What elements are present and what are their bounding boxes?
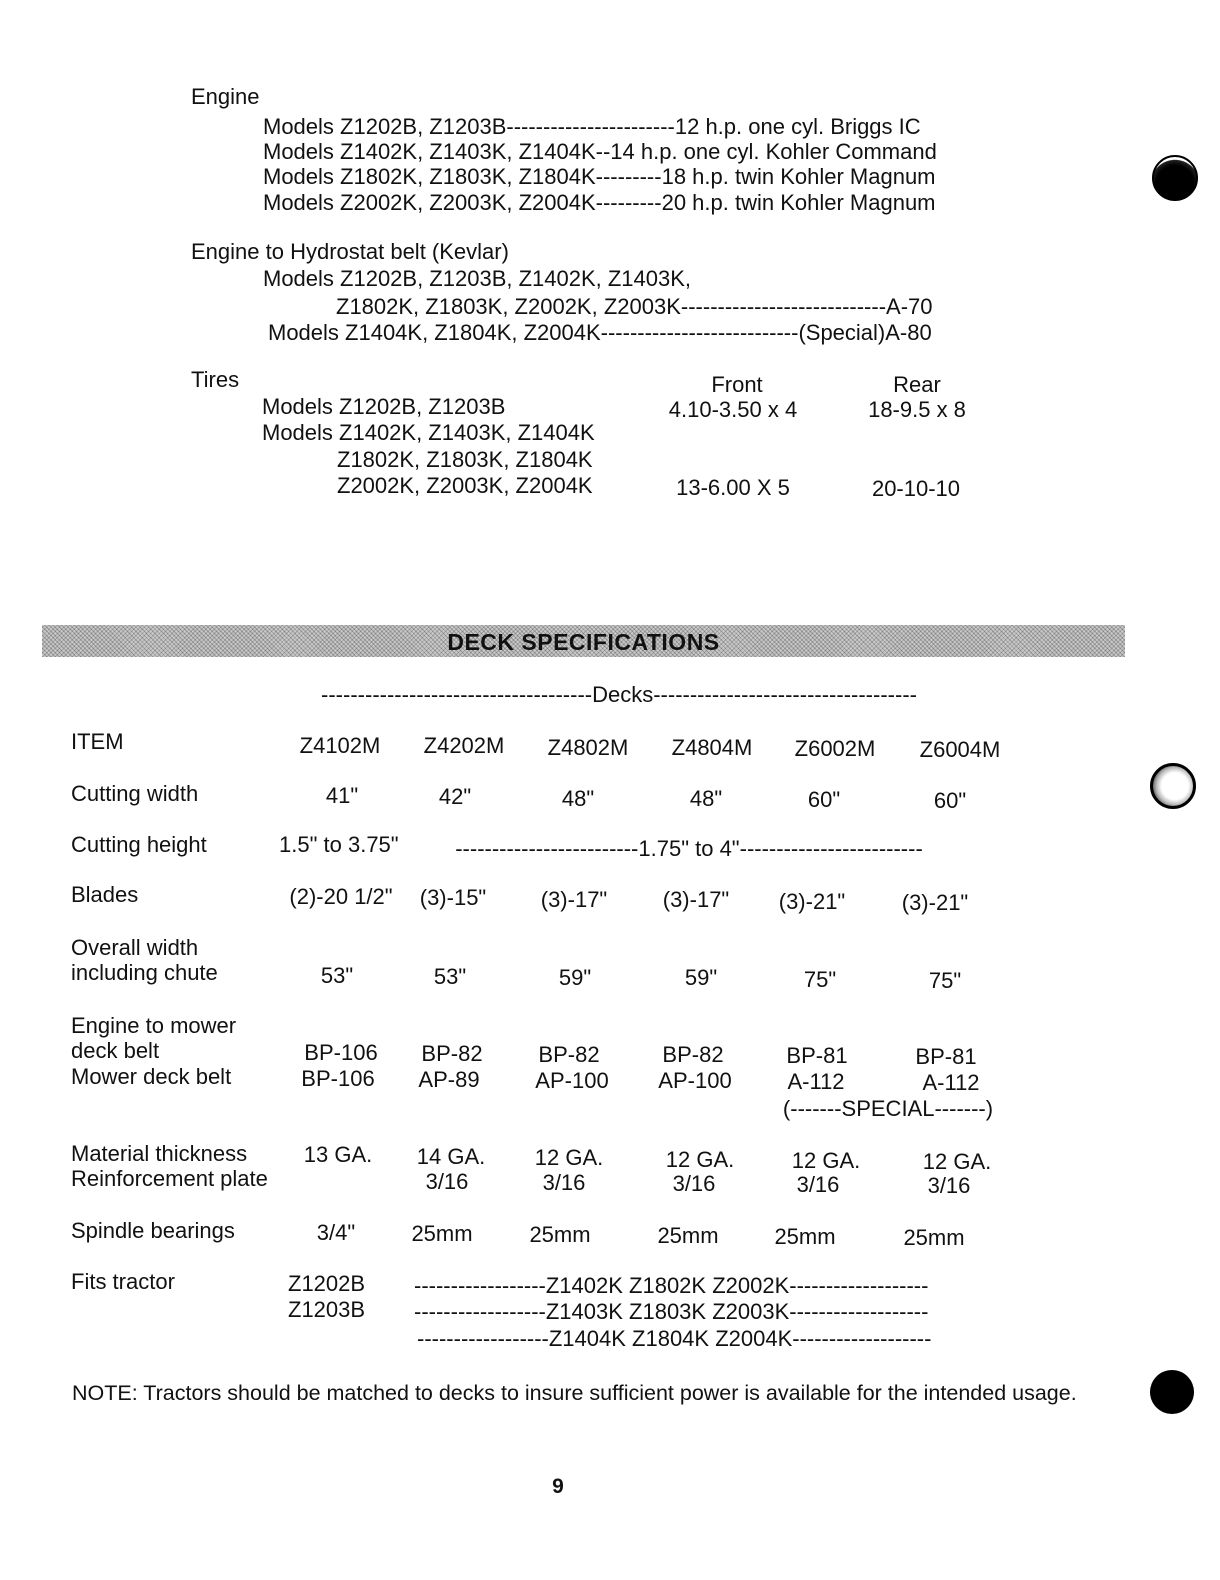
overall-width-label: Overall width bbox=[71, 935, 199, 960]
material-thickness-value: 12 GA. bbox=[665, 1147, 735, 1172]
cutting-width-label: Cutting width bbox=[71, 781, 199, 806]
mower-deck-belt-value: A-112 bbox=[787, 1069, 845, 1094]
deck-model: Z6002M bbox=[794, 736, 876, 761]
engine-mower-belt-value: BP-82 bbox=[538, 1042, 600, 1067]
reinforcement-plate-label: Reinforcement plate bbox=[71, 1166, 268, 1191]
reinforcement-plate-value: 3/16 bbox=[542, 1170, 586, 1195]
engine-mower-belt-label: Engine to mower bbox=[71, 1013, 237, 1038]
cutting-height-first: 1.5" to 3.75" bbox=[279, 832, 399, 857]
blades-value: (3)-17" bbox=[662, 887, 730, 912]
blades-value: (3)-15" bbox=[419, 885, 487, 910]
cutting-width-value: 42" bbox=[438, 784, 472, 809]
mower-deck-belt-value: A-112 bbox=[922, 1070, 980, 1095]
blades-value: (3)-17" bbox=[540, 887, 608, 912]
engine-line: Models Z1402K, Z1403K, Z1404K--14 h.p. one cyl. Kohler Command bbox=[263, 139, 937, 164]
tires-rear-header: Rear bbox=[893, 372, 941, 397]
tires-front-value: 4.10-3.50 x 4 bbox=[668, 397, 798, 422]
blades-value: (3)-21" bbox=[778, 889, 846, 914]
blades-label: Blades bbox=[71, 882, 139, 907]
engine-mower-belt-value: BP-81 bbox=[915, 1044, 977, 1069]
reinforcement-plate-value: 3/16 bbox=[672, 1171, 716, 1196]
reinforcement-plate-value: 3/16 bbox=[796, 1172, 840, 1197]
reinforcement-plate-value: 3/16 bbox=[425, 1169, 469, 1194]
deck-model: Z4802M bbox=[547, 735, 629, 760]
page-number: 9 bbox=[552, 1475, 564, 1498]
tires-front-value: 13-6.00 X 5 bbox=[676, 475, 790, 500]
cutting-width-value: 60" bbox=[933, 788, 967, 813]
decks-span-label: -------------------------------------Decks------------------------------------ bbox=[321, 682, 917, 707]
overall-width-value: 59" bbox=[558, 965, 592, 990]
deck-specifications-banner bbox=[42, 625, 1125, 657]
material-thickness-value: 12 GA. bbox=[791, 1148, 861, 1173]
fits-tractor-first: Z1203B bbox=[288, 1297, 366, 1322]
reinforcement-plate-value: 3/16 bbox=[927, 1173, 971, 1198]
tires-models: Z1802K, Z1803K, Z1804K bbox=[337, 447, 593, 472]
spindle-bearings-value: 25mm bbox=[529, 1222, 591, 1247]
spindle-bearings-value: 25mm bbox=[774, 1224, 836, 1249]
note-text: NOTE: Tractors should be matched to decks to insure sufficient power is available for the intended usage. bbox=[72, 1381, 1077, 1405]
tires-models: Models Z1402K, Z1403K, Z1404K bbox=[262, 420, 595, 445]
mower-deck-belt-value: AP-89 bbox=[418, 1067, 480, 1092]
engine-mower-belt-value: BP-106 bbox=[304, 1040, 378, 1065]
deck-model: Z4102M bbox=[299, 733, 381, 758]
engine-mower-belt-value: BP-82 bbox=[662, 1042, 724, 1067]
cutting-width-value: 41" bbox=[325, 783, 359, 808]
blades-value: (3)-21" bbox=[901, 890, 969, 915]
overall-width-label: including chute bbox=[71, 960, 218, 985]
spindle-bearings-value: 3/4" bbox=[316, 1220, 356, 1245]
engine-mower-belt-value: BP-81 bbox=[786, 1043, 848, 1068]
spindle-bearings-label: Spindle bearings bbox=[71, 1218, 235, 1243]
engine-heading: Engine bbox=[191, 84, 260, 109]
engine-line: Models Z1802K, Z1803K, Z1804K---------18 h.p. twin Kohler Magnum bbox=[263, 164, 936, 189]
material-thickness-value: 14 GA. bbox=[416, 1144, 486, 1169]
hydro-belt-line: Models Z1404K, Z1804K, Z2004K---------------------------(Special)A-80 bbox=[268, 320, 932, 345]
spindle-bearings-value: 25mm bbox=[657, 1223, 719, 1248]
material-thickness-value: 13 GA. bbox=[303, 1142, 373, 1167]
binder-hole-bottom bbox=[1150, 1370, 1194, 1414]
deck-model: Z4202M bbox=[423, 733, 505, 758]
cutting-width-value: 60" bbox=[807, 787, 841, 812]
tires-heading: Tires bbox=[191, 367, 240, 392]
hydro-belt-heading: Engine to Hydrostat belt (Kevlar) bbox=[191, 239, 509, 264]
overall-width-value: 53" bbox=[433, 964, 467, 989]
binder-hole-top bbox=[1152, 155, 1198, 201]
engine-line: Models Z2002K, Z2003K, Z2004K---------20 h.p. twin Kohler Magnum bbox=[263, 190, 936, 215]
material-thickness-value: 12 GA. bbox=[534, 1145, 604, 1170]
tires-models: Z2002K, Z2003K, Z2004K bbox=[337, 473, 593, 498]
material-thickness-value: 12 GA. bbox=[922, 1149, 992, 1174]
cutting-width-value: 48" bbox=[689, 786, 723, 811]
hydro-belt-line: Z1802K, Z1803K, Z2002K, Z2003K----------------------------A-70 bbox=[336, 294, 933, 319]
fits-tractor-rest: ------------------Z1404K Z1804K Z2004K------------------- bbox=[417, 1326, 932, 1351]
item-label: ITEM bbox=[71, 729, 124, 754]
cutting-height-rest: -------------------------1.75" to 4"------------------------- bbox=[455, 836, 923, 861]
blades-value: (2)-20 1/2" bbox=[289, 884, 393, 909]
fits-tractor-label: Fits tractor bbox=[71, 1269, 175, 1294]
cutting-width-value: 48" bbox=[561, 786, 595, 811]
deck-specifications-title: DECK SPECIFICATIONS bbox=[447, 629, 720, 655]
engine-mower-belt-label: deck belt bbox=[71, 1038, 160, 1063]
tires-rear-value: 20-10-10 bbox=[871, 476, 961, 501]
overall-width-value: 53" bbox=[320, 963, 354, 988]
deck-model: Z4804M bbox=[671, 735, 753, 760]
fits-tractor-rest: ------------------Z1402K Z1802K Z2002K------------------- bbox=[414, 1273, 929, 1298]
fits-tractor-rest: ------------------Z1403K Z1803K Z2003K------------------- bbox=[414, 1299, 929, 1324]
hydro-belt-line: Models Z1202B, Z1203B, Z1402K, Z1403K, bbox=[263, 266, 692, 291]
overall-width-value: 59" bbox=[684, 965, 718, 990]
engine-mower-belt-value: BP-82 bbox=[421, 1041, 483, 1066]
tires-models: Models Z1202B, Z1203B bbox=[262, 394, 506, 419]
mower-deck-belt-value: BP-106 bbox=[301, 1066, 375, 1091]
overall-width-value: 75" bbox=[803, 967, 837, 992]
mower-deck-belt-label: Mower deck belt bbox=[71, 1064, 232, 1089]
spindle-bearings-value: 25mm bbox=[903, 1225, 965, 1250]
mower-deck-belt-value: AP-100 bbox=[658, 1068, 732, 1093]
engine-line: Models Z1202B, Z1203B-----------------------12 h.p. one cyl. Briggs IC bbox=[263, 114, 921, 139]
overall-width-value: 75" bbox=[928, 968, 962, 993]
mower-deck-belt-value: AP-100 bbox=[535, 1068, 609, 1093]
binder-hole-middle bbox=[1150, 763, 1196, 809]
spindle-bearings-value: 25mm bbox=[411, 1221, 473, 1246]
tires-front-header: Front bbox=[711, 372, 763, 397]
special-note: (-------SPECIAL-------) bbox=[782, 1096, 994, 1121]
material-thickness-label: Material thickness bbox=[71, 1141, 248, 1166]
fits-tractor-first: Z1202B bbox=[288, 1271, 366, 1296]
tires-rear-value: 18-9.5 x 8 bbox=[868, 397, 966, 422]
deck-model: Z6004M bbox=[919, 737, 1001, 762]
cutting-height-label: Cutting height bbox=[71, 832, 207, 857]
